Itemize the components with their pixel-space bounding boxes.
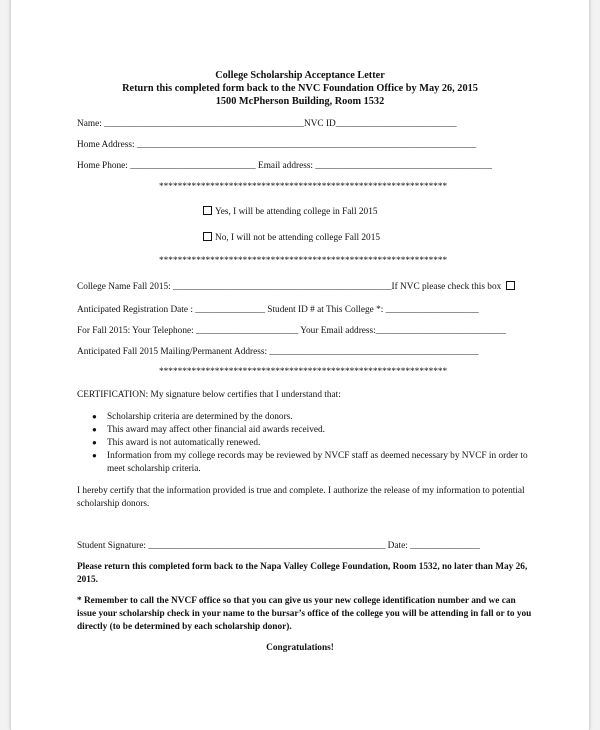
list-item: ● Scholarship criteria are determined by the donors.: [92, 412, 293, 422]
return-note: Please return this completed form back to the Napa Valley College Foundation, Room 1532, no later than May 26, 2015.: [77, 562, 528, 585]
list-item: ● This award is not automatically renewed.: [92, 438, 261, 448]
name-field[interactable]: Name: ___________________________________________NVC ID__________________________: [77, 119, 457, 129]
certification-statement: I hereby certify that the information provided is true and complete. I authorize the release of my information to potential scholarship donors.: [77, 486, 525, 509]
registration-field[interactable]: Anticipated Registration Date : _______________ Student ID # at This College *: ____________________: [77, 305, 479, 315]
checkbox-icon[interactable]: [203, 232, 212, 241]
office-address: 1500 McPherson Building, Room 1532: [215, 96, 385, 107]
college-name-field[interactable]: [77, 281, 518, 292]
checkbox-icon[interactable]: [506, 281, 515, 290]
certification-list: [77, 411, 532, 476]
congratulations: Congratulations!: [266, 643, 334, 653]
separator-line: **************************************************************: [159, 367, 448, 377]
document-page: [10, 0, 590, 730]
signature-field[interactable]: Student Signature: ___________________________________________________ Date: _______________: [77, 541, 480, 551]
certification-heading: CERTIFICATION: My signature below certifies that I understand that:: [77, 390, 341, 400]
option-no-label: No, I will not be attending college Fall 2015: [215, 233, 380, 243]
bullet-icon: ●: [92, 451, 97, 460]
list-item: ● Information from my college records may be reviewed by NVCF staff as deemed necessary by NVCF in order to meet scholarship criteria.: [92, 451, 528, 474]
option-no[interactable]: [203, 232, 380, 243]
bullet-icon: ●: [92, 438, 97, 447]
mailing-address-field[interactable]: Anticipated Fall 2015 Mailing/Permanent Address: _____________________________________________: [77, 347, 479, 357]
home-phone-field[interactable]: Home Phone: ___________________________ Email address: ______________________________________: [77, 161, 492, 171]
option-yes[interactable]: [203, 206, 378, 217]
separator-line: **************************************************************: [159, 182, 448, 192]
bullet-icon: ●: [92, 425, 97, 434]
home-address-field[interactable]: Home Address: _________________________________________________________________________: [77, 140, 477, 150]
separator-line: **************************************************************: [159, 256, 448, 266]
bullet-icon: ●: [92, 412, 97, 421]
reminder-note: * Remember to call the NVCF office so that you can give us your new college identification number and we can issue your scholarship check in your name to the bursar’s office of the college you will be attending in fall or to you directly (to be determined by each scholarship donor).: [77, 596, 532, 632]
telephone-field[interactable]: For Fall 2015: Your Telephone: ______________________ Your Email address:____________________________: [77, 326, 506, 336]
list-item: ● This award may affect other financial aid awards received.: [92, 425, 325, 435]
checkbox-icon[interactable]: [203, 206, 212, 215]
form-title: College Scholarship Acceptance Letter: [215, 70, 385, 81]
option-yes-label: Yes, I will be attending college in Fall 2015: [215, 207, 378, 217]
return-instruction: Return this completed form back to the NVC Foundation Office by May 26, 2015: [122, 83, 478, 94]
college-name-label: College Name Fall 2015: _______________________________________________If NVC please check this box: [77, 282, 502, 292]
